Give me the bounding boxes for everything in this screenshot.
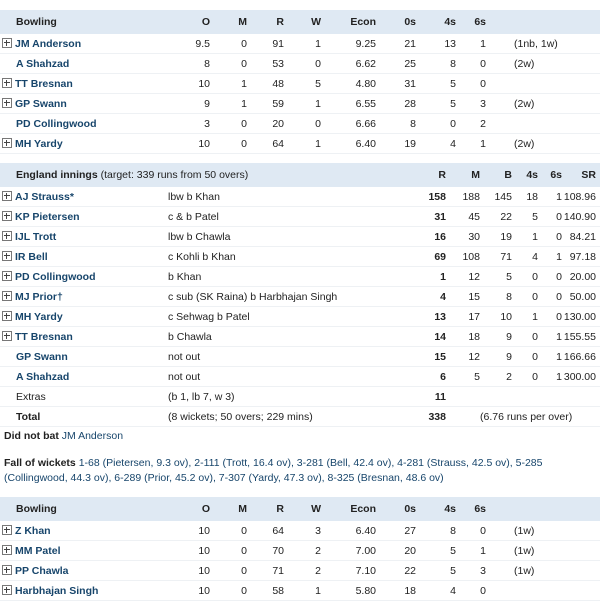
player-cell [0,74,180,94]
wickets: 1 [284,581,321,601]
sixes: 1 [456,34,486,54]
dots: 8 [376,114,416,134]
expand-icon[interactable] [2,211,12,221]
player-cell [0,561,180,581]
strike-rate: 155.55 [562,327,600,347]
sixes: 3 [456,94,486,114]
fours: 5 [416,74,456,94]
runs: 15 [400,347,446,367]
player-name-link[interactable]: PP Chawla [15,564,69,577]
maidens: 1 [210,94,247,114]
expand-icon[interactable] [2,271,12,281]
runs: 13 [400,307,446,327]
fours: 8 [416,54,456,74]
col-econ: Econ [350,16,376,28]
bowling-table-1 [0,10,600,154]
dismissal: lbw b Khan [168,187,400,207]
batsman-row [0,267,600,287]
bowler-row [0,521,600,541]
maidens: 0 [210,134,247,154]
maidens: 0 [210,541,247,561]
minutes: 18 [446,327,480,347]
extras-row [0,387,600,407]
player-name-link[interactable]: TT Bresnan [15,330,73,343]
runs: 20 [247,114,284,134]
strike-rate: 108.96 [562,187,600,207]
expand-icon[interactable] [2,291,12,301]
bowling-header [0,10,600,34]
col-6s: 6s [474,503,486,515]
economy: 7.00 [321,541,376,561]
col-w: W [311,503,321,515]
fours: 0 [512,347,538,367]
fall-of-wickets [4,456,594,486]
bowler-extras [486,581,600,601]
wickets: 1 [284,134,321,154]
player-name-link[interactable]: AJ Strauss* [15,190,74,203]
maidens: 0 [210,521,247,541]
player-cell [0,247,168,267]
player-cell [0,367,168,387]
sixes: 2 [456,114,486,134]
runs: 14 [400,327,446,347]
overs: 10 [180,521,210,541]
player-cell [0,541,180,561]
expand-icon[interactable] [2,331,12,341]
player-cell [0,521,180,541]
runs: 71 [247,561,284,581]
player-name-link[interactable]: A Shahzad [16,57,70,70]
batsman-row [0,287,600,307]
col-4s: 4s [444,16,456,28]
economy: 6.40 [321,134,376,154]
expand-icon[interactable] [2,98,12,108]
innings-target: (target: 339 runs from 50 overs) [100,169,249,181]
sixes: 0 [456,581,486,601]
col-bowling: Bowling [16,503,57,515]
expand-icon[interactable] [2,545,12,555]
player-cell [0,94,180,114]
innings-header [0,163,600,187]
player-cell [0,114,180,134]
expand-icon[interactable] [2,78,12,88]
sixes: 1 [538,247,562,267]
player-name-link[interactable]: MH Yardy [15,137,63,150]
overs: 9.5 [180,34,210,54]
player-name-link[interactable]: TT Bresnan [15,77,73,90]
dots: 21 [376,34,416,54]
col-m: M [238,503,247,515]
col-0s: 0s [404,16,416,28]
run-rate: (6.76 runs per over) [446,407,600,427]
col-balls: B [504,169,512,181]
balls: 9 [480,327,512,347]
minutes: 12 [446,347,480,367]
batsman-row [0,307,600,327]
bowler-extras: (2w) [486,134,600,154]
runs: 1 [400,267,446,287]
dismissal: b Khan [168,267,400,287]
dismissal: not out [168,347,400,367]
sixes: 0 [538,207,562,227]
expand-icon[interactable] [2,525,12,535]
runs: 4 [400,287,446,307]
overs: 10 [180,74,210,94]
strike-rate: 166.66 [562,347,600,367]
minutes: 45 [446,207,480,227]
dismissal: not out [168,367,400,387]
player-cell [0,347,168,367]
col-o: O [201,16,210,28]
sixes: 1 [538,327,562,347]
balls: 22 [480,207,512,227]
runs: 31 [400,207,446,227]
sixes: 3 [456,561,486,581]
bowler-row [0,94,600,114]
bowler-row [0,581,600,601]
fours: 1 [512,307,538,327]
sixes: 1 [456,541,486,561]
col-m: M [238,16,247,28]
extras-detail: (b 1, lb 7, w 3) [168,387,400,407]
player-name-link[interactable]: MM Patel [15,544,61,557]
wickets: 0 [284,54,321,74]
runs: 16 [400,227,446,247]
sixes: 0 [538,227,562,247]
player-name-link[interactable]: GP Swann [15,97,67,110]
economy: 5.80 [321,581,376,601]
expand-icon[interactable] [2,38,12,48]
col-econ: Econ [350,503,376,515]
col-4s: 4s [444,503,456,515]
player-name-link[interactable]: GP Swann [16,350,68,363]
economy: 6.66 [321,114,376,134]
fow-text: 1-68 (Pietersen, 9.3 ov), 2-111 (Trott, 16.4 ov), 3-281 (Bell, 42.4 ov), 4-281 (Strauss, 42.5 ov), 5-285 (Collingwood, 44.3 ov), 6-289 (Prior, 45.2 ov), 7-307 (Yardy, 47.3 ov), 8-325 (Bresnan, 48.6 ov) [4,457,543,484]
bowler-row [0,134,600,154]
bowling-table-2 [0,497,600,601]
player-name-link[interactable]: IJL Trott [15,230,57,243]
wickets: 0 [284,114,321,134]
col-w: W [311,16,321,28]
expand-icon[interactable] [2,251,12,261]
wickets: 3 [284,521,321,541]
col-0s: 0s [404,503,416,515]
balls: 8 [480,287,512,307]
overs: 10 [180,561,210,581]
sixes: 1 [538,347,562,367]
fours: 1 [512,227,538,247]
batsman-row [0,207,600,227]
bowler-extras: (1nb, 1w) [486,34,600,54]
economy: 7.10 [321,561,376,581]
player-cell [0,227,168,247]
overs: 10 [180,134,210,154]
player-name-link[interactable]: Harbhajan Singh [15,584,99,597]
expand-icon[interactable] [2,138,12,148]
col-sr: SR [581,169,596,181]
economy: 6.62 [321,54,376,74]
balls: 2 [480,367,512,387]
expand-icon[interactable] [2,565,12,575]
balls: 19 [480,227,512,247]
player-name-link[interactable]: IR Bell [15,250,48,263]
col-4s: 4s [526,169,538,181]
fours: 5 [416,94,456,114]
player-name-link[interactable]: PD Collingwood [15,270,96,283]
fours: 0 [416,114,456,134]
overs: 10 [180,541,210,561]
bowling-header [0,497,600,521]
overs: 3 [180,114,210,134]
strike-rate: 50.00 [562,287,600,307]
sixes: 0 [456,54,486,74]
maidens: 0 [210,34,247,54]
batsman-row [0,367,600,387]
wickets: 5 [284,74,321,94]
player-name-link[interactable]: Z Khan [15,524,51,537]
balls: 71 [480,247,512,267]
player-cell [0,207,168,227]
player-cell [0,134,180,154]
minutes: 15 [446,287,480,307]
player-name-link[interactable]: MJ Prior† [15,290,63,303]
bowler-row [0,114,600,134]
total-row [0,407,600,427]
bowler-extras: (1w) [486,561,600,581]
fours: 4 [512,247,538,267]
sixes: 1 [538,367,562,387]
batsman-row [0,247,600,267]
player-name-link[interactable]: KP Pietersen [15,210,80,223]
col-o: O [201,503,210,515]
strike-rate: 140.90 [562,207,600,227]
wickets: 2 [284,541,321,561]
bowler-row [0,541,600,561]
sixes: 0 [538,267,562,287]
fours: 4 [416,134,456,154]
batsman-row [0,327,600,347]
dots: 28 [376,94,416,114]
innings-title: England innings (target: 339 runs from 50 overs) [16,169,249,181]
runs: 48 [247,74,284,94]
batting-table [0,163,600,427]
dots: 18 [376,581,416,601]
player-name-link[interactable]: A Shahzad [16,370,70,383]
fours: 13 [416,34,456,54]
expand-icon[interactable] [2,311,12,321]
minutes: 188 [446,187,480,207]
strike-rate: 300.00 [562,367,600,387]
col-r: R [276,16,284,28]
runs: 6 [400,367,446,387]
strike-rate: 130.00 [562,307,600,327]
sixes: 0 [456,521,486,541]
player-cell [0,287,168,307]
fours: 5 [512,207,538,227]
fours: 5 [416,541,456,561]
maidens: 0 [210,581,247,601]
strike-rate: 84.21 [562,227,600,247]
maidens: 0 [210,114,247,134]
col-6s: 6s [550,169,562,181]
fours: 5 [416,561,456,581]
wickets: 1 [284,94,321,114]
player-name-link[interactable]: PD Collingwood [16,117,97,130]
sixes: 0 [538,307,562,327]
fours: 4 [416,581,456,601]
player-cell [0,307,168,327]
batsman-row [0,227,600,247]
balls: 9 [480,347,512,367]
runs: 64 [247,521,284,541]
dismissal: c Sehwag b Patel [168,307,400,327]
wickets: 1 [284,34,321,54]
minutes: 30 [446,227,480,247]
player-name-link[interactable]: MH Yardy [15,310,63,323]
runs: 53 [247,54,284,74]
fours: 0 [512,267,538,287]
minutes: 5 [446,367,480,387]
total-detail: (8 wickets; 50 overs; 229 mins) [168,407,400,427]
fours: 8 [416,521,456,541]
player-cell [0,187,168,207]
runs: 58 [247,581,284,601]
bowler-row [0,561,600,581]
dismissal: c sub (SK Raina) b Harbhajan Singh [168,287,400,307]
strike-rate: 20.00 [562,267,600,287]
bowler-extras [486,74,600,94]
dots: 25 [376,54,416,74]
bowler-extras: (1w) [486,521,600,541]
expand-icon[interactable] [2,585,12,595]
sixes: 0 [456,74,486,94]
player-cell [0,581,180,601]
wickets: 2 [284,561,321,581]
fours: 0 [512,367,538,387]
col-bowling: Bowling [16,16,57,28]
extras-value: 11 [400,387,446,407]
dismissal: c Kohli b Khan [168,247,400,267]
bowler-extras [486,114,600,134]
player-cell [0,54,180,74]
bowler-row [0,74,600,94]
sixes: 1 [538,187,562,207]
maidens: 1 [210,74,247,94]
runs: 64 [247,134,284,154]
runs: 69 [400,247,446,267]
bowler-extras: (2w) [486,54,600,74]
fow-label: Fall of wickets [4,457,76,469]
dismissal: b Chawla [168,327,400,347]
col-r: R [276,503,284,515]
sixes: 0 [538,287,562,307]
minutes: 12 [446,267,480,287]
dnb-player-link[interactable]: JM Anderson [61,430,124,442]
overs: 10 [180,581,210,601]
runs: 158 [400,187,446,207]
expand-icon[interactable] [2,191,12,201]
overs: 8 [180,54,210,74]
minutes: 17 [446,307,480,327]
sixes: 1 [456,134,486,154]
dots: 31 [376,74,416,94]
extras-label: Extras [0,387,168,407]
economy: 4.80 [321,74,376,94]
dismissal: lbw b Chawla [168,227,400,247]
dots: 19 [376,134,416,154]
strike-rate: 97.18 [562,247,600,267]
economy: 9.25 [321,34,376,54]
col-6s: 6s [474,16,486,28]
runs: 70 [247,541,284,561]
maidens: 0 [210,561,247,581]
balls: 145 [480,187,512,207]
bowler-row [0,34,600,54]
batsman-row [0,347,600,367]
total-value: 338 [400,407,446,427]
bowler-row [0,54,600,74]
runs: 59 [247,94,284,114]
player-cell [0,34,180,54]
expand-icon[interactable] [2,231,12,241]
runs: 91 [247,34,284,54]
fours: 0 [512,327,538,347]
fours: 0 [512,287,538,307]
player-name-link[interactable]: JM Anderson [15,37,82,50]
overs: 9 [180,94,210,114]
dots: 27 [376,521,416,541]
player-cell [0,267,168,287]
bowler-extras: (2w) [486,94,600,114]
bowler-extras: (1w) [486,541,600,561]
fours: 18 [512,187,538,207]
dismissal: c & b Patel [168,207,400,227]
balls: 10 [480,307,512,327]
economy: 6.55 [321,94,376,114]
dots: 22 [376,561,416,581]
col-runs: R [438,169,446,181]
total-label: Total [0,407,168,427]
maidens: 0 [210,54,247,74]
player-cell [0,327,168,347]
did-not-bat [4,430,123,442]
batsman-row [0,187,600,207]
balls: 5 [480,267,512,287]
dnb-label: Did not bat [4,430,59,442]
minutes: 108 [446,247,480,267]
col-minutes: M [471,169,480,181]
dots: 20 [376,541,416,561]
economy: 6.40 [321,521,376,541]
